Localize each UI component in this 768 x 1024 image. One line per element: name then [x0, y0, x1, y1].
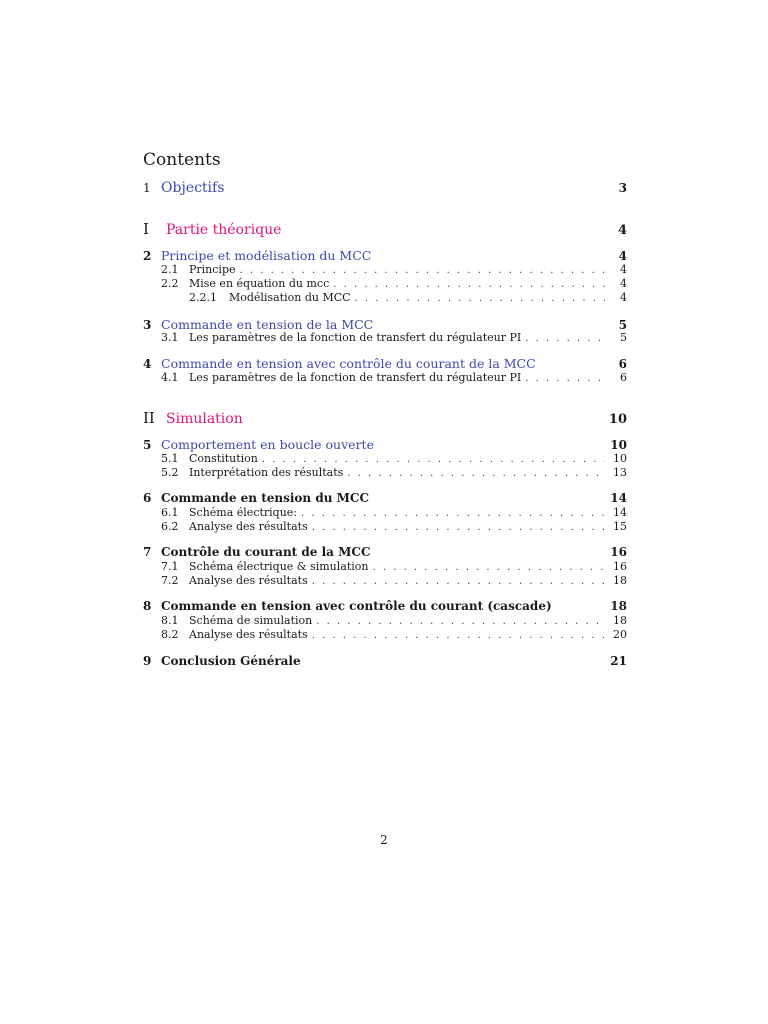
toc-title: Contents	[143, 150, 221, 170]
toc-entry-label[interactable]: Mise en équation du mcc	[189, 277, 330, 290]
dot-leader	[312, 630, 605, 641]
toc-entry-page: 5	[618, 318, 627, 332]
toc-entry-label[interactable]: Commande en tension avec contrôle du courant de la MCC	[161, 356, 536, 371]
toc-entry-page: 4	[617, 223, 627, 238]
dot-leader	[312, 522, 605, 533]
toc-entry-number: 2.2.1	[189, 291, 217, 304]
toc-subsection-3-1[interactable]	[143, 331, 627, 347]
toc-entry-page: 4	[618, 249, 627, 263]
toc-entry-page: 16	[610, 545, 627, 559]
toc-part-label[interactable]: Simulation	[166, 411, 243, 427]
toc-entry-label[interactable]: Constitution	[189, 452, 258, 465]
page-number: 2	[380, 833, 388, 847]
toc-entry-number: 5	[143, 438, 152, 452]
toc-entry-number: 4.1	[161, 371, 179, 384]
toc-entry-page: 10	[608, 412, 627, 427]
toc-entry-page: 16	[613, 560, 627, 573]
toc-part-theorique[interactable]	[143, 220, 627, 240]
dot-leader	[525, 333, 605, 344]
toc-entry-label[interactable]: Analyse des résultats	[189, 574, 308, 587]
toc-entry-number: 8	[143, 599, 152, 613]
toc-subsection-7-2[interactable]	[143, 574, 627, 590]
toc-entry-number: 5.1	[161, 452, 179, 465]
toc-entry-number: 7.1	[161, 560, 179, 573]
toc-entry-number: 2	[143, 249, 152, 263]
toc-entry-objectifs[interactable]	[143, 180, 627, 196]
toc-entry-page: 15	[613, 520, 627, 533]
toc-subsection-8-2[interactable]	[143, 628, 627, 644]
toc-part-number: II	[143, 409, 155, 427]
toc-entry-page: 21	[610, 654, 627, 668]
toc-entry-label[interactable]: Commande en tension du MCC	[161, 491, 369, 505]
toc-entry-page: 4	[620, 277, 627, 290]
toc-entry-number: 9	[143, 654, 152, 668]
toc-entry-label[interactable]: Schéma de simulation	[189, 614, 313, 627]
toc-entry-page: 10	[613, 452, 627, 465]
toc-entry-label[interactable]: Analyse des résultats	[189, 520, 308, 533]
toc-entry-number: 7.2	[161, 574, 179, 587]
toc-entry-label[interactable]: Principe	[189, 263, 236, 276]
toc-entry-page: 14	[610, 491, 627, 505]
toc-entry-page: 14	[613, 506, 627, 519]
dot-leader	[240, 265, 606, 276]
dot-leader	[355, 293, 605, 304]
toc-entry-page: 3	[618, 181, 627, 195]
toc-entry-label[interactable]: Commande en tension avec contrôle du courant (cascade)	[161, 599, 552, 613]
toc-entry-page: 5	[620, 331, 627, 344]
toc-entry-page: 18	[610, 599, 627, 613]
toc-entry-number: 2.2	[161, 277, 179, 290]
toc-entry-page: 6	[618, 357, 627, 371]
toc-part-simulation[interactable]	[143, 409, 627, 429]
toc-entry-label[interactable]: Contrôle du courant de la MCC	[161, 545, 371, 559]
dot-leader	[525, 373, 605, 384]
toc-entry-page: 18	[613, 574, 627, 587]
toc-entry-number: 8.2	[161, 628, 179, 641]
toc-section-8[interactable]	[143, 599, 627, 615]
dot-leader	[316, 616, 605, 627]
dot-leader	[312, 576, 605, 587]
toc-entry-page: 4	[620, 263, 627, 276]
dot-leader	[373, 562, 606, 573]
toc-entry-label[interactable]: Schéma électrique:	[189, 506, 298, 519]
toc-entry-page: 20	[613, 628, 627, 641]
toc-entry-number: 4	[143, 357, 152, 371]
dot-leader	[301, 508, 605, 519]
toc-subsection-4-1[interactable]	[143, 371, 627, 387]
toc-entry-number: 1	[143, 181, 151, 195]
toc-entry-number: 8.1	[161, 614, 179, 627]
toc-entry-label[interactable]: Comportement en boucle ouverte	[161, 437, 374, 452]
toc-section-7[interactable]	[143, 545, 627, 561]
toc-entry-number: 6.2	[161, 520, 179, 533]
toc-entry-number: 6.1	[161, 506, 179, 519]
toc-entry-label[interactable]: Conclusion Générale	[161, 654, 301, 668]
toc-entry-label[interactable]: Les paramètres de la fonction de transfert du régulateur PI	[189, 371, 522, 384]
toc-entry-label[interactable]: Interprétation des résultats	[189, 466, 344, 479]
toc-subsection-5-2[interactable]	[143, 466, 627, 482]
toc-entry-label[interactable]: Les paramètres de la fonction de transfert du régulateur PI	[189, 331, 522, 344]
toc-entry-page: 13	[613, 466, 627, 479]
toc-entry-number: 3	[143, 318, 152, 332]
toc-entry-label[interactable]: Analyse des résultats	[189, 628, 308, 641]
toc-entry-number: 7	[143, 545, 152, 559]
dot-leader	[262, 454, 605, 465]
toc-section-9[interactable]	[143, 654, 627, 670]
toc-entry-page: 6	[620, 371, 627, 384]
toc-entry-number: 6	[143, 491, 152, 505]
toc-entry-label[interactable]: Commande en tension de la MCC	[161, 317, 374, 332]
toc-section-2[interactable]	[143, 248, 627, 264]
toc-entry-label[interactable]: Objectifs	[161, 180, 225, 196]
dot-leader	[333, 279, 605, 290]
toc-entry-number: 3.1	[161, 331, 179, 344]
dot-leader	[347, 468, 605, 479]
toc-subsection-6-2[interactable]	[143, 520, 627, 536]
toc-entry-page: 4	[620, 291, 627, 304]
toc-entry-number: 5.2	[161, 466, 179, 479]
toc-part-number: I	[143, 220, 149, 238]
toc-entry-label[interactable]: Principe et modélisation du MCC	[161, 248, 372, 263]
toc-entry-number: 2.1	[161, 263, 179, 276]
toc-entry-page: 10	[610, 438, 627, 452]
toc-part-label[interactable]: Partie théorique	[166, 222, 282, 238]
toc-section-6[interactable]	[143, 491, 627, 507]
toc-section-5[interactable]	[143, 437, 627, 453]
toc-entry-page: 18	[613, 614, 627, 627]
toc-section-4[interactable]	[143, 356, 627, 372]
toc-entry-label[interactable]: Schéma électrique & simulation	[189, 560, 369, 573]
toc-subsubsection-2-2-1[interactable]	[143, 291, 627, 307]
toc-entry-label[interactable]: Modélisation du MCC	[229, 291, 351, 304]
